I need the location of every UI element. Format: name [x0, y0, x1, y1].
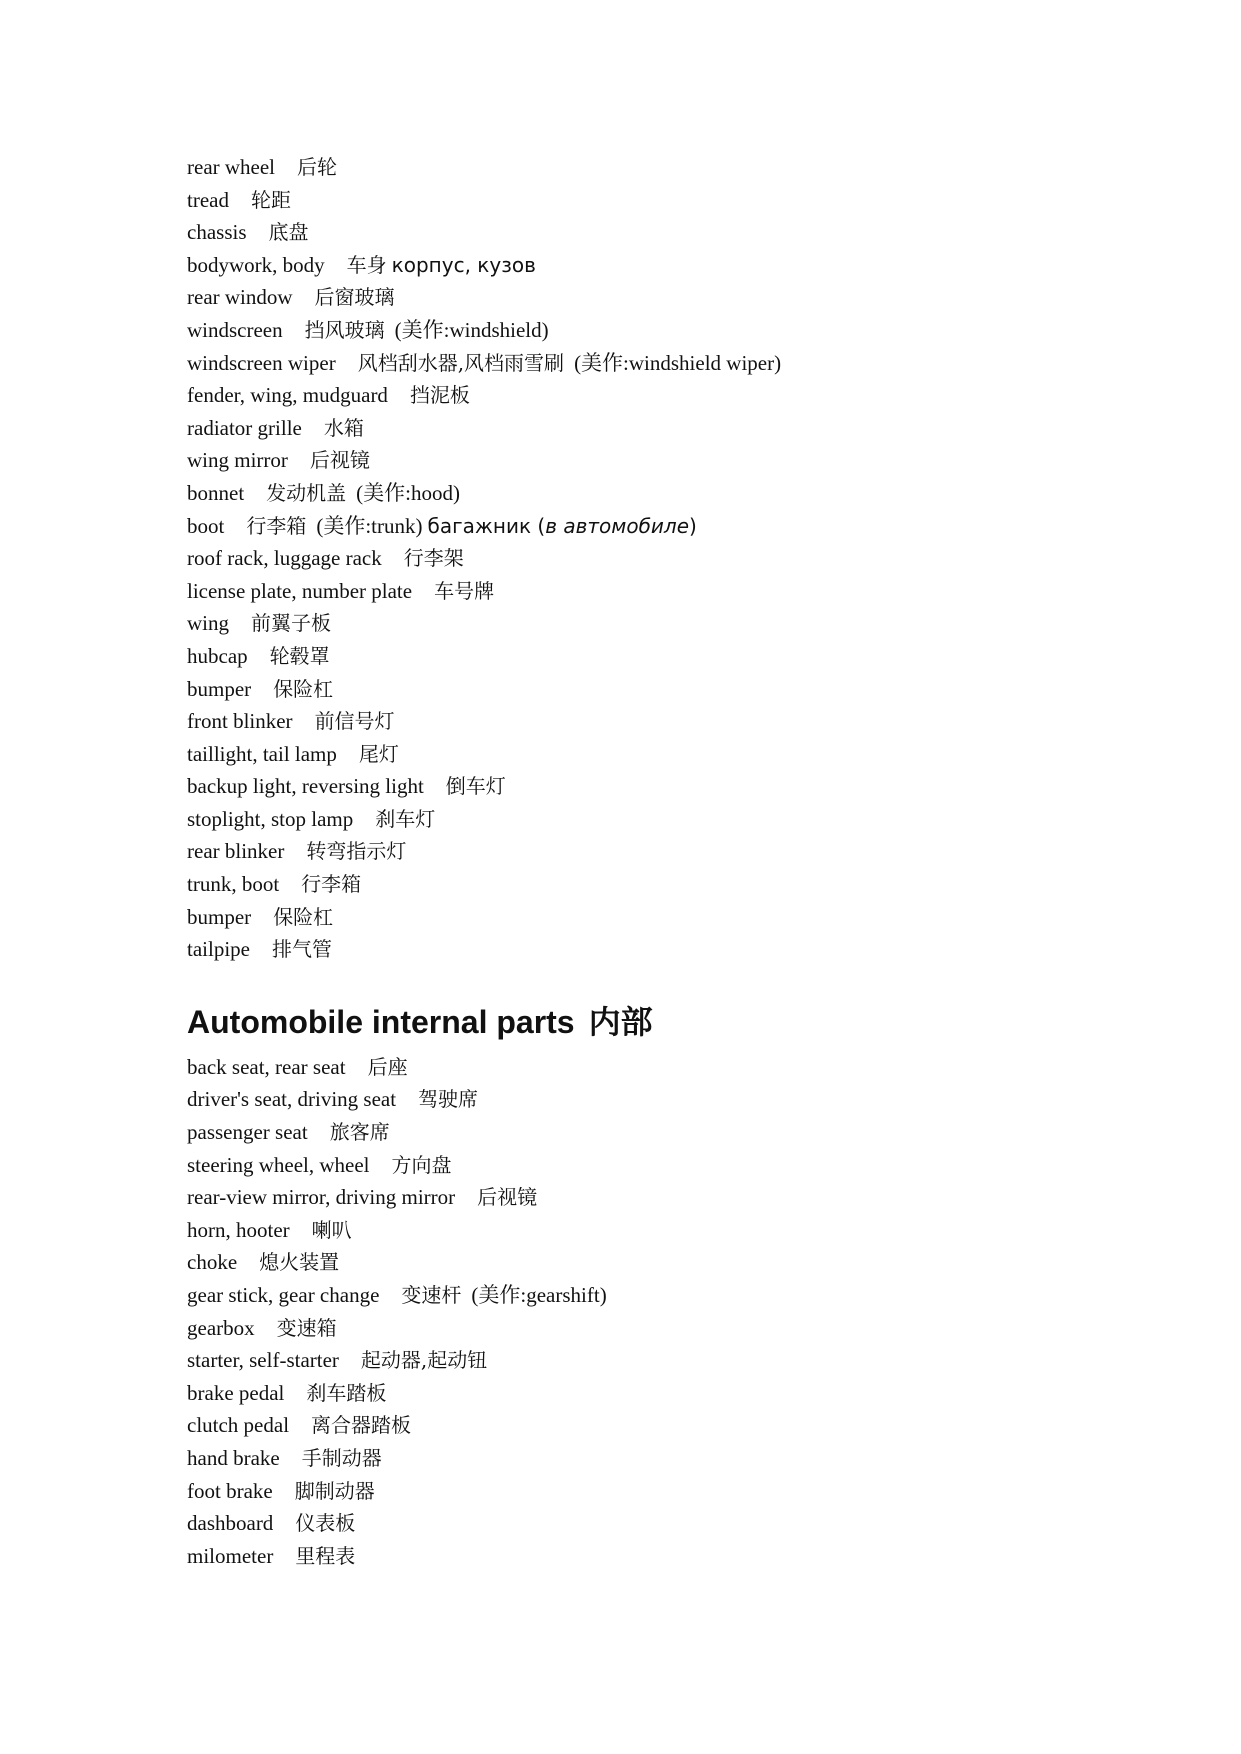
english-term: driver's seat, driving seat: [187, 1087, 397, 1112]
vocab-entry: [187, 673, 1167, 706]
english-term: foot brake: [187, 1478, 273, 1503]
heading-chinese: 内部: [588, 1002, 653, 1041]
english-term: dashboard: [187, 1511, 274, 1536]
english-term: chassis: [187, 220, 247, 245]
chinese-term: 旅客席: [329, 1120, 390, 1145]
chinese-term: 轮距: [250, 187, 291, 212]
vocab-entry: [187, 281, 1167, 314]
american-term-note: (美作:trunk): [316, 513, 423, 538]
vocab-entry: [187, 607, 1167, 640]
vocab-entry: [187, 770, 1167, 803]
english-term: boot: [187, 513, 225, 538]
chinese-term: 前信号灯: [314, 709, 395, 734]
vocab-entry: [187, 216, 1167, 249]
english-term: stoplight, stop lamp: [187, 806, 354, 831]
vocab-entry: [187, 1116, 1167, 1149]
chinese-term: 后轮: [297, 155, 338, 179]
chinese-term: 方向盘: [391, 1152, 452, 1177]
vocab-entry: [187, 379, 1167, 412]
vocab-entry: [187, 1083, 1167, 1116]
russian-term-closing: ): [689, 513, 697, 538]
section-heading-internal-parts: [187, 994, 1167, 1050]
chinese-term: 发动机盖: [266, 480, 347, 505]
english-term: bumper: [187, 676, 252, 701]
chinese-term: 后座: [367, 1054, 408, 1079]
chinese-term: 转弯指示灯: [306, 839, 407, 864]
chinese-term: 排气管: [271, 937, 332, 962]
vocab-entry: [187, 1344, 1167, 1377]
russian-term: [428, 514, 697, 538]
chinese-term: 水箱: [323, 415, 364, 440]
vocab-entry: [187, 835, 1167, 868]
chinese-term: 熄火装置: [259, 1250, 340, 1275]
english-term: hubcap: [187, 643, 248, 668]
chinese-term: 喇叭: [311, 1217, 352, 1242]
chinese-term: 起动器,起动钮: [360, 1348, 488, 1373]
chinese-term: 后视镜: [309, 448, 370, 473]
american-term-note: (美作:hood): [356, 480, 460, 505]
vocab-entry: [187, 1181, 1167, 1214]
english-term: tailpipe: [187, 937, 250, 962]
english-term: gear stick, gear change: [187, 1283, 380, 1307]
vocab-entry: [187, 1312, 1167, 1345]
chinese-term: 挡泥板: [409, 383, 470, 408]
english-term: roof rack, luggage rack: [187, 546, 382, 571]
american-term-note: (美作:windshield wiper): [574, 350, 782, 375]
chinese-term: 行李箱: [301, 872, 362, 897]
american-term-note: (美作:gearshift): [471, 1283, 607, 1307]
english-term: brake pedal: [187, 1380, 285, 1405]
vocab-entry: [187, 933, 1167, 966]
vocab-entry: [187, 1214, 1167, 1247]
american-term-note: (美作:windshield): [394, 317, 549, 342]
chinese-term: 挡风玻璃: [304, 317, 385, 342]
chinese-term: 行李箱: [246, 513, 307, 538]
chinese-term: 底盘: [268, 220, 309, 245]
vocab-entry: [187, 412, 1167, 445]
vocab-entry: [187, 184, 1167, 217]
english-term: windscreen: [187, 317, 283, 342]
vocab-entry: [187, 1377, 1167, 1410]
vocab-entry: [187, 1149, 1167, 1182]
vocab-entry: [187, 1246, 1167, 1279]
heading-english: Automobile internal parts: [187, 1003, 575, 1040]
english-term: bonnet: [187, 480, 245, 505]
english-term: rear-view mirror, driving mirror: [187, 1185, 456, 1210]
external-parts-list: [187, 151, 1167, 966]
chinese-term: 倒车灯: [445, 774, 506, 799]
chinese-term: 刹车踏板: [306, 1380, 387, 1405]
vocab-entry: [187, 1475, 1167, 1508]
english-term: back seat, rear seat: [187, 1054, 346, 1079]
chinese-term: 轮毂罩: [269, 643, 330, 668]
vocab-entry: [187, 477, 1167, 510]
chinese-term: 风档刮水器,风档雨雪刷: [357, 350, 565, 375]
russian-term: [392, 253, 536, 277]
vocab-entry: [187, 1051, 1167, 1084]
english-term: front blinker: [187, 709, 293, 734]
english-term: wing: [187, 611, 229, 636]
english-term: choke: [187, 1250, 238, 1275]
vocab-entry: [187, 542, 1167, 575]
english-term: hand brake: [187, 1445, 280, 1470]
chinese-term: 车身: [346, 252, 387, 277]
russian-term-text: корпус, кузов: [391, 252, 536, 277]
vocab-entry: [187, 249, 1167, 282]
chinese-term: 脚制动器: [294, 1478, 375, 1503]
vocab-entry: [187, 705, 1167, 738]
english-term: rear wheel: [187, 155, 276, 179]
english-term: backup light, reversing light: [187, 774, 424, 799]
english-term: tread: [187, 187, 229, 212]
english-term: rear window: [187, 285, 293, 310]
vocab-entry: [187, 1540, 1167, 1573]
vocab-entry: [187, 868, 1167, 901]
english-term: rear blinker: [187, 839, 285, 864]
chinese-term: 尾灯: [358, 741, 399, 766]
vocab-entry: [187, 575, 1167, 608]
vocab-entry: [187, 738, 1167, 771]
vocab-entry: [187, 314, 1167, 347]
english-term: horn, hooter: [187, 1217, 290, 1242]
english-term: clutch pedal: [187, 1413, 290, 1438]
vocab-entry: [187, 510, 1167, 543]
russian-term-text: багажник (: [427, 513, 546, 538]
chinese-term: 驾驶席: [418, 1087, 479, 1112]
chinese-term: 保险杠: [273, 676, 334, 701]
english-term: radiator grille: [187, 415, 302, 440]
vocab-entry: [187, 151, 1167, 184]
vocab-entry: [187, 444, 1167, 477]
chinese-term: 前翼子板: [251, 611, 331, 636]
english-term: milometer: [187, 1543, 274, 1568]
english-term: passenger seat: [187, 1120, 308, 1145]
page-content: [187, 151, 1167, 1572]
english-term: bodywork, body: [187, 252, 325, 277]
chinese-term: 仪表板: [295, 1511, 356, 1536]
english-term: fender, wing, mudguard: [187, 383, 388, 408]
vocab-entry: [187, 901, 1167, 934]
vocab-entry: [187, 1409, 1167, 1442]
vocab-entry: [187, 347, 1167, 380]
chinese-term: 刹车灯: [375, 806, 436, 831]
english-term: taillight, tail lamp: [187, 741, 337, 766]
english-term: trunk, boot: [187, 872, 280, 897]
vocab-entry: [187, 1442, 1167, 1475]
chinese-term: 行李架: [403, 546, 464, 571]
chinese-term: 保险杠: [273, 904, 334, 929]
vocab-entry: [187, 1279, 1167, 1312]
chinese-term: 车号牌: [434, 578, 495, 603]
vocab-entry: [187, 640, 1167, 673]
chinese-term: 后窗玻璃: [314, 285, 395, 310]
chinese-term: 变速杆: [401, 1283, 462, 1307]
english-term: wing mirror: [187, 448, 288, 473]
vocab-entry: [187, 1507, 1167, 1540]
russian-term-italic: в автомобиле: [545, 513, 690, 538]
chinese-term: 离合器踏板: [311, 1413, 412, 1438]
vocab-entry: [187, 803, 1167, 836]
chinese-term: 里程表: [295, 1543, 356, 1568]
chinese-term: 后视镜: [477, 1185, 538, 1210]
english-term: steering wheel, wheel: [187, 1152, 370, 1177]
english-term: windscreen wiper: [187, 350, 336, 375]
english-term: starter, self-starter: [187, 1348, 339, 1373]
chinese-term: 变速箱: [276, 1315, 337, 1340]
english-term: gearbox: [187, 1315, 255, 1340]
english-term: license plate, number plate: [187, 578, 413, 603]
chinese-term: 手制动器: [301, 1445, 382, 1470]
english-term: bumper: [187, 904, 252, 929]
internal-parts-list: [187, 1051, 1167, 1573]
